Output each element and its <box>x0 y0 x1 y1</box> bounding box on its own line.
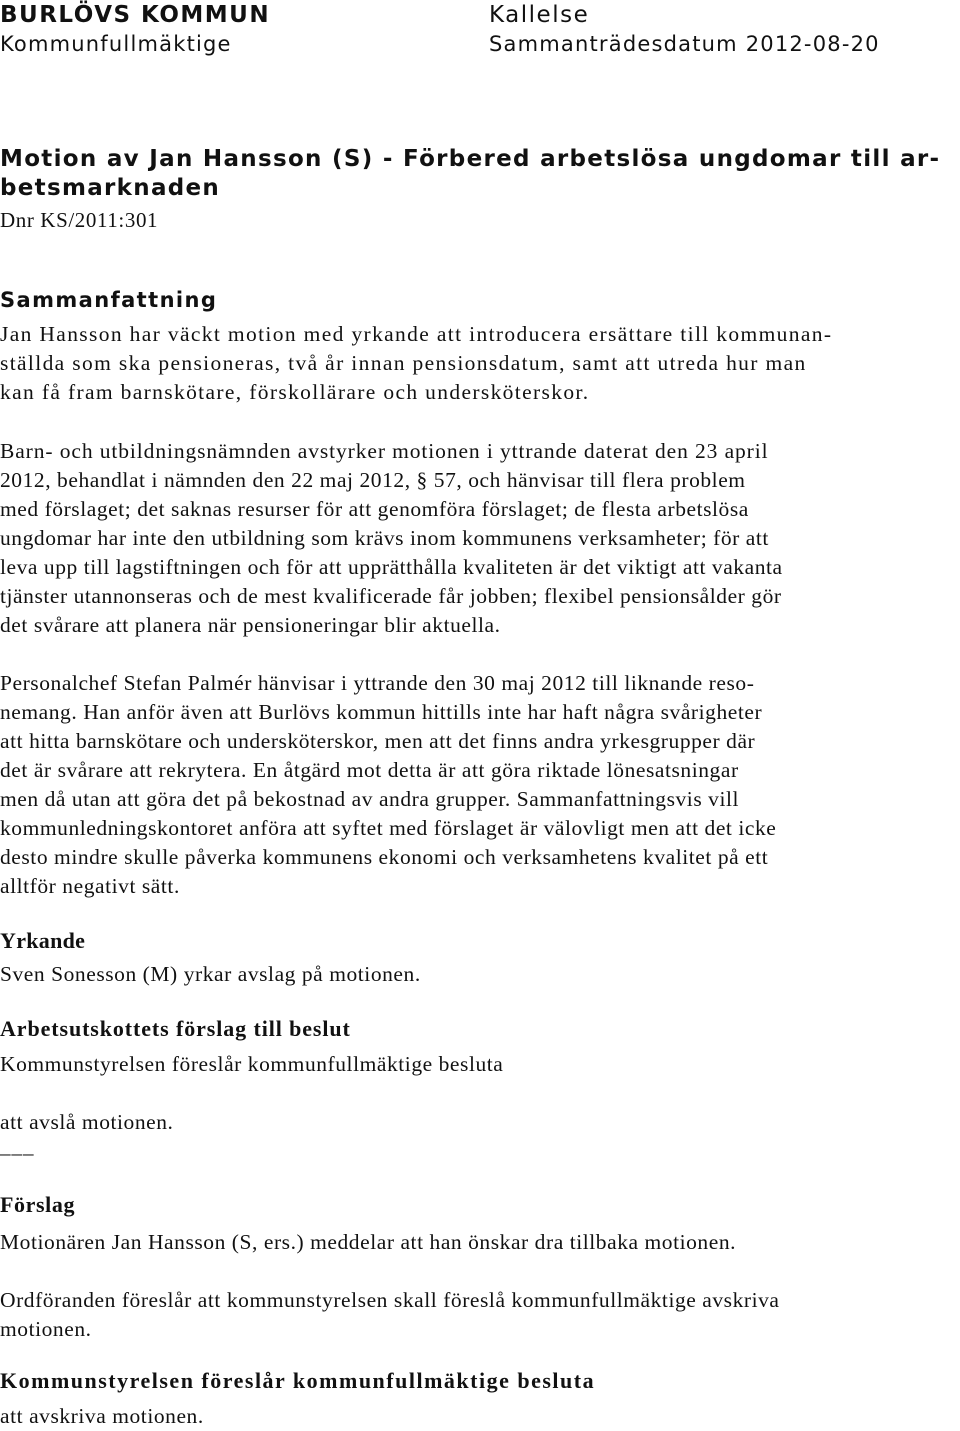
page-title-line-1: Motion av Jan Hansson (S) - Förbered arbetslösa ungdomar till ar- <box>0 146 941 172</box>
ks-heading: Kommunstyrelsen föreslår kommunfullmäktige besluta <box>0 1368 596 1393</box>
meeting-date: Sammanträdesdatum 2012-08-20 <box>489 32 880 56</box>
barn-paragraph-line: Barn- och utbildningsnämnden avstyrker motionen i yttrande daterat den 23 april <box>0 439 769 463</box>
barn-paragraph-line: tjänster utannonseras och de mest kvalificerade får jobben; flexibel pensionsålder gör <box>0 584 782 608</box>
personal-paragraph-line: att hitta barnskötare och undersköterskor, men att det finns andra yrkesgrupper där <box>0 729 756 753</box>
barn-paragraph-line: med förslaget; det saknas resurser för att genomföra förslaget; de flesta arbetslösa <box>0 497 749 521</box>
forslag-heading: Förslag <box>0 1192 76 1217</box>
yrkande-text: Sven Sonesson (M) yrkar avslag på motionen. <box>0 962 421 986</box>
barn-paragraph-line: 2012, behandlat i nämnden den 22 maj 2012, § 57, och hänvisar till flera problem <box>0 468 746 492</box>
personal-paragraph-line: det är svårare att rekrytera. En åtgärd mot detta är att göra riktade lönesatsningar <box>0 758 739 782</box>
org-subtitle: Kommunfullmäktige <box>0 32 232 56</box>
barn-paragraph-line: leva upp till lagstiftningen och för att upprätthålla kvaliteten är det viktigt att vakanta <box>0 555 783 579</box>
diary-number: Dnr KS/2011:301 <box>0 208 159 232</box>
page-title-line-2: betsmarknaden <box>0 175 221 201</box>
ordforande-line: Ordföranden föreslår att kommunstyrelsen skall föreslå kommunfullmäktige avskriva <box>0 1288 780 1312</box>
summary-line: kan få fram barnskötare, förskollärare och undersköterskor. <box>0 380 590 404</box>
personal-paragraph-line: Personalchef Stefan Palmér hänvisar i yttrande den 30 maj 2012 till liknande reso- <box>0 671 755 695</box>
org-name: BURLÖVS KOMMUN <box>0 2 271 28</box>
yrkande-heading: Yrkande <box>0 928 86 953</box>
personal-paragraph-line: nemang. Han anför även att Burlövs kommun hittills inte har haft några svårigheter <box>0 700 763 724</box>
forslag-text: Motionären Jan Hansson (S, ers.) meddelar att han önskar dra tillbaka motionen. <box>0 1230 737 1254</box>
arbetsutskott-decision: att avslå motionen. <box>0 1110 174 1134</box>
doc-type: Kallelse <box>489 2 590 28</box>
summary-heading: Sammanfattning <box>0 288 218 312</box>
personal-paragraph-line: men då utan att göra det på bekostnad av andra grupper. Sammanfattningsvis vill <box>0 787 740 811</box>
separator: ___ <box>0 1134 35 1158</box>
ks-decision: att avskriva motionen. <box>0 1404 204 1428</box>
personal-paragraph-line: desto mindre skulle påverka kommunens ekonomi och verksamhetens kvalitet på ett <box>0 845 769 869</box>
arbetsutskott-text: Kommunstyrelsen föreslår kommunfullmäktige besluta <box>0 1052 504 1076</box>
barn-paragraph-line: ungdomar har inte den utbildning som krävs inom kommunens verksamheter; för att <box>0 526 769 550</box>
arbetsutskott-heading: Arbetsutskottets förslag till beslut <box>0 1016 351 1041</box>
ordforande-line: motionen. <box>0 1317 92 1341</box>
barn-paragraph-line: det svårare att planera när pensioneringar blir aktuella. <box>0 613 501 637</box>
personal-paragraph-line: kommunledningskontoret anföra att syftet med förslaget är välovligt men att det icke <box>0 816 777 840</box>
summary-line: Jan Hansson har väckt motion med yrkande att introducera ersättare till kommunan- <box>0 322 833 346</box>
summary-line: ställda som ska pensioneras, två år innan pensionsdatum, samt att utreda hur man <box>0 351 807 375</box>
personal-paragraph-line: alltför negativt sätt. <box>0 874 180 898</box>
